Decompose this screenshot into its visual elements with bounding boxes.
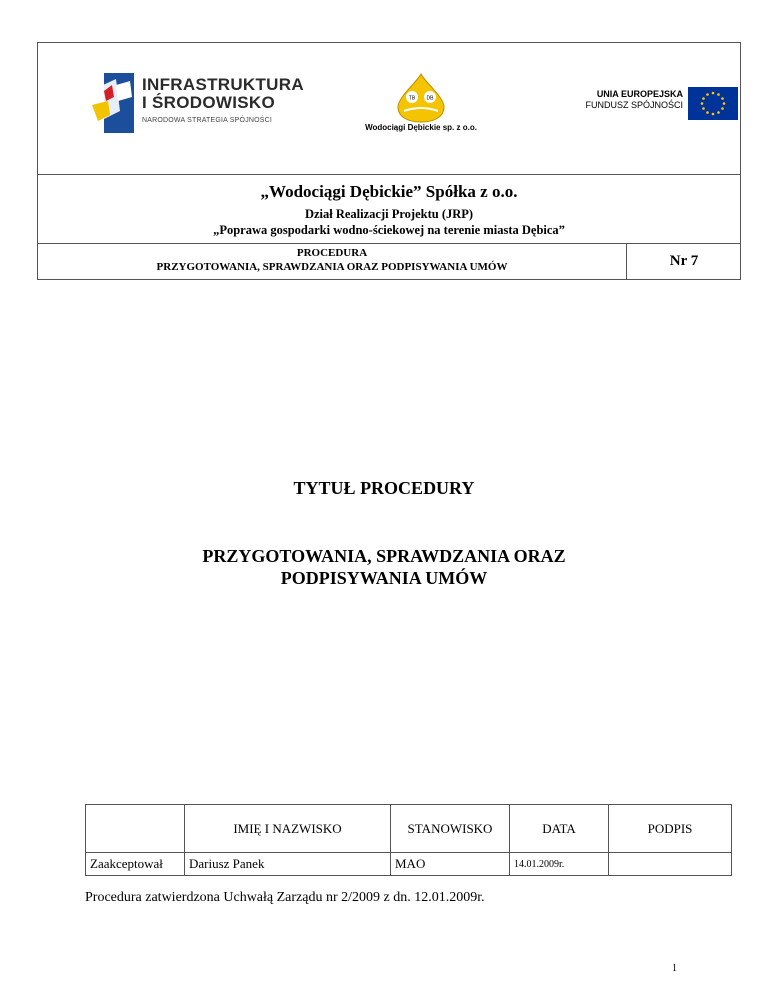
infrastruktura-tagline: NARODOWA STRATEGIA SPÓJNOŚCI xyxy=(142,117,273,124)
approval-header-cell xyxy=(86,805,185,853)
approval-date: 14.01.2009r. xyxy=(510,853,609,876)
company-row xyxy=(38,174,740,244)
wodociagi-badge-left: TB xyxy=(408,95,416,102)
infrastruktura-logo xyxy=(90,71,304,141)
company-name: „Wodociągi Dębickie” Spółka z o.o. xyxy=(260,182,518,201)
wodociagi-drop-icon xyxy=(346,73,496,123)
eu-line1: UNIA EUROPEJSKA xyxy=(596,89,683,99)
header-table xyxy=(37,42,741,280)
approval-header-cell: STANOWISKO xyxy=(391,805,510,853)
approval-note: Procedura zatwierdzona Uchwałą Zarządu nr 2/2009 z dn. 12.01.2009r. xyxy=(85,890,485,905)
approval-signature xyxy=(609,853,732,876)
procedure-name: PRZYGOTOWANIA, SPRAWDZANIA ORAZ PODPISYWANIA UMÓW xyxy=(156,261,508,273)
infrastruktura-emblem-icon xyxy=(90,71,136,135)
procedure-title xyxy=(0,545,768,589)
eu-line2: FUNDUSZ SPÓJNOŚCI xyxy=(585,100,683,110)
approval-name: Dariusz Panek xyxy=(185,853,391,876)
procedure-title-heading: TYTUŁ PROCEDURY xyxy=(293,478,475,498)
infrastruktura-line2: I ŚRODOWISKO xyxy=(142,93,275,112)
procedure-title-line1: PRZYGOTOWANIA, SPRAWDZANIA ORAZ xyxy=(202,546,566,566)
approval-header-cell: IMIĘ I NAZWISKO xyxy=(185,805,391,853)
eu-flag-icon xyxy=(688,87,738,120)
wodociagi-badge-right: DB xyxy=(426,95,434,102)
department-name: Dział Realizacji Projektu (JRP) xyxy=(304,207,474,221)
wodociagi-logo xyxy=(346,73,496,143)
project-name: „Poprawa gospodarki wodno-ściekowej na terenie miasta Dębica” xyxy=(213,223,565,237)
approval-position: MAO xyxy=(391,853,510,876)
logos-row xyxy=(38,43,740,175)
procedure-number: Nr 7 xyxy=(626,243,741,279)
procedure-title-line2: PODPISYWANIA UMÓW xyxy=(280,568,488,588)
wodociagi-caption: Wodociągi Dębickie sp. z o.o. xyxy=(365,123,477,132)
approval-header-cell: DATA xyxy=(510,805,609,853)
page-number: 1 xyxy=(672,963,677,974)
approval-header-row xyxy=(86,805,732,853)
approval-table xyxy=(85,804,732,876)
eu-text xyxy=(543,89,683,111)
approval-header-cell: PODPIS xyxy=(609,805,732,853)
approval-data-row xyxy=(86,853,732,876)
procedure-row xyxy=(38,243,740,279)
procedure-label: PROCEDURA xyxy=(296,247,368,259)
approval-role: Zaakceptował xyxy=(86,853,185,876)
infrastruktura-line1: INFRASTRUKTURA xyxy=(142,75,304,94)
